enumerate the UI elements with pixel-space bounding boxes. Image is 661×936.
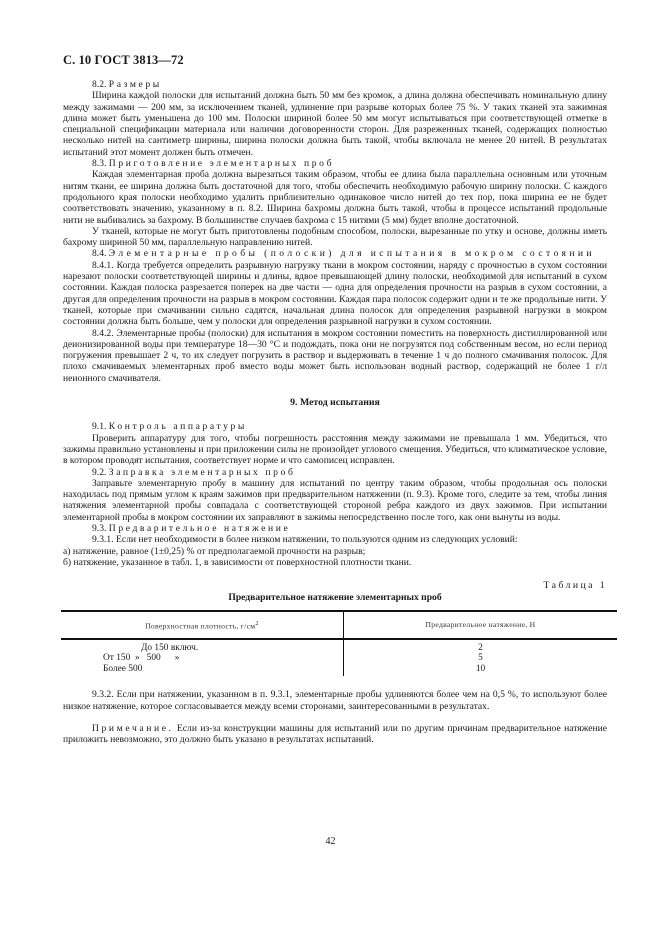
section-9-1-text: Проверить аппаратуру для того, чтобы погрешность расстояния между зажимами не превышала 1 мм. Убедиться, что зажимы правильно установлены и при приложении силы не произойдет углового смещения. Убедиться, что климатическое условие, в котором проводят испытания, соответствует норме и что самописец исправлен. (63, 432, 607, 467)
section-8-4-2-text: 8.4.2. Элементарные пробы (полоски) для испытания в мокром состоянии поместить на поверхность дистиллированной или деионизированной воды при температуре 18—30 °С и подождать, пока они не погрузятся под собственным весом, но если период погружения превышает 2 ч, то их следует погрузить в раствор и выдерживать в течение 1 ч до полного смачивания полосок. Для плохо смачиваемых элементарных проб вместо воды может быть использован водный раствор, содержащий не более 1 г/л неионного смачивателя. (63, 327, 607, 384)
section-8-3-heading: 8.3. Приготовление элементарных проб (92, 158, 335, 170)
page-number: 42 (325, 836, 336, 847)
density-cell: До 150 включ. (61, 639, 344, 654)
table-title: Предварительное натяжение элементарных проб (228, 592, 442, 604)
section-9-2-heading: 9.2. Заправка элементарных проб (92, 466, 296, 478)
density-cell: Более 500 (61, 664, 344, 677)
document-header: С. 10 ГОСТ 3813—72 (63, 53, 184, 67)
section-9-3-1-text: 9.3.1. Если нет необходимости в более низком натяжении, то пользуются одним из следующих условий: (92, 534, 518, 546)
density-cell: От 150 » 500 » (61, 653, 344, 664)
section-8-4-1-text: 8.4.1. Когда требуется определить разрывную нагрузку ткани в мокром состоянии, наряду с прочностью в сухом состоянии нарезают полоски соответствующей ширины и длины, вдвое превышающей длину полоски, необходимой для испытаний в сухом состоянии. Каждая полоска разрезается поперек на две части — одна для определения прочности на разрыв в сухом состоянии, а другая для определения прочности на разрыв в мокром состоянии. Каждая пара полосок содержит одни и те же продольные нити. У тканей, которые при смачивании сильно садятся, начальная длина полосок для определения разрывной нагрузки в мокром состоянии должна быть больше, чем у полоски для определения разрывной нагрузки в сухом состоянии. (63, 259, 607, 328)
document-body (63, 79, 607, 745)
note (63, 723, 607, 746)
column-header-tension: Предварительное натяжение, Н (344, 611, 618, 639)
section-9-2-text: Заправьте элементарную пробу в машину для испытаний по центру таким образом, чтобы продольная ось полоски находилась под прямым углом к краям зажимов при предварительном натяжении (п. 9.3). Кроме того, следите за тем, чтобы линия натяжения элементарной пробы совпадала с соответствующей стороной ребра каждого из двух зажимов. При испытании элементарной пробы в мокром состоянии их заправляют в зажимы непосредственно после того, как они вынуты из воды. (63, 477, 607, 523)
list-item-a: а) натяжение, равное (1±0,25) % от предполагаемой прочности на разрыв; (63, 545, 366, 557)
section-8-4-heading: 8.4. Элементарные пробы (полоски) для испытания в мокром состоянии (92, 248, 595, 260)
section-8-3-text-2: У тканей, которые не могут быть приготовлены подобным способом, полоски, вырезанные по утку и основе, должны иметь бахрому шириной 50 мм, параллельную направлению нитей. (63, 225, 607, 249)
section-8-2-heading: 8.2. Размеры (92, 79, 162, 90)
section-9-title: 9. Метод испытания (290, 397, 380, 409)
tension-cell: 10 (475, 663, 486, 674)
section-9-1-heading: 9.1. Контроль аппаратуры (92, 421, 247, 433)
table-row (61, 639, 617, 654)
table-row (61, 664, 617, 677)
table-label: Таблица 1 (543, 580, 607, 592)
section-9-3-heading: 9.3. Предварительное натяжение (92, 522, 291, 534)
section-8-3-text-1: Каждая элементарная проба должна вырезаться таким образом, чтобы ее длина была параллельна основным или уточным нитям ткани, ее ширина должна быть достаточной для того, чтобы обеспечить необходимую рабочую ширину полоски. С каждого продольного края полоски необходимо удалить приблизительно одинаковое число нитей до тех пор, пока ширина ее не будет соответствовать значению, указанному в п. 8.2. Ширина бахромы должна быть такой, чтобы в процессе испытаний продольные нити не выбивались за бахрому. В большинстве случаев бахрома с 15 нитями (5 мм) будет вполне достаточной. (63, 169, 607, 226)
section-8-2-text: Ширина каждой полоски для испытаний должна быть 50 мм без кромок, а длина должна обеспечивать номинальную длину между зажимами — 200 мм, за исключением тканей, удлинение при разрыве которых более 75 %. У таких тканей эта зажимная длина может быть уменьшена до 100 мм. Полоски шириной более 50 мм могут испытываться при соответствующей отметке в специальной спецификации материала или наличии договоренности сторон. Для разреженных тканей, содержащих полностью несколько нитей на сантиметр ширины, ширина полоски должна быть такой, чтобы включала не менее 20 нитей. В результатах испытаний этот момент должен быть отмечен. (63, 90, 607, 158)
tension-cell: 5 (478, 653, 483, 664)
pretension-table (61, 610, 617, 677)
tension-cell: 2 (478, 642, 483, 653)
list-item-b: б) натяжение, указанное в табл. 1, в зависимости от поверхностной плотности ткани. (63, 556, 412, 568)
note-text: Если из-за конструкции машины для испытаний или по другим причинам предварительное натяжение приложить невозможно, это должно быть указано в результатах испытаний. (63, 722, 607, 746)
section-9-3-2-text: 9.3.2. Если при натяжении, указанном в п. 9.3.1, элементарные пробы удлиняются более чем на 0,5 %, то используют более низкое натяжение, которое согласовывается между всеми сторонами, заинтересованными в результатах. (63, 689, 607, 712)
column-header-density: Поверхностная плотность, $г/см^2$ (61, 611, 344, 639)
table-row (61, 653, 617, 664)
table-header-row (61, 611, 617, 639)
note-label: Примечание. (92, 722, 174, 734)
